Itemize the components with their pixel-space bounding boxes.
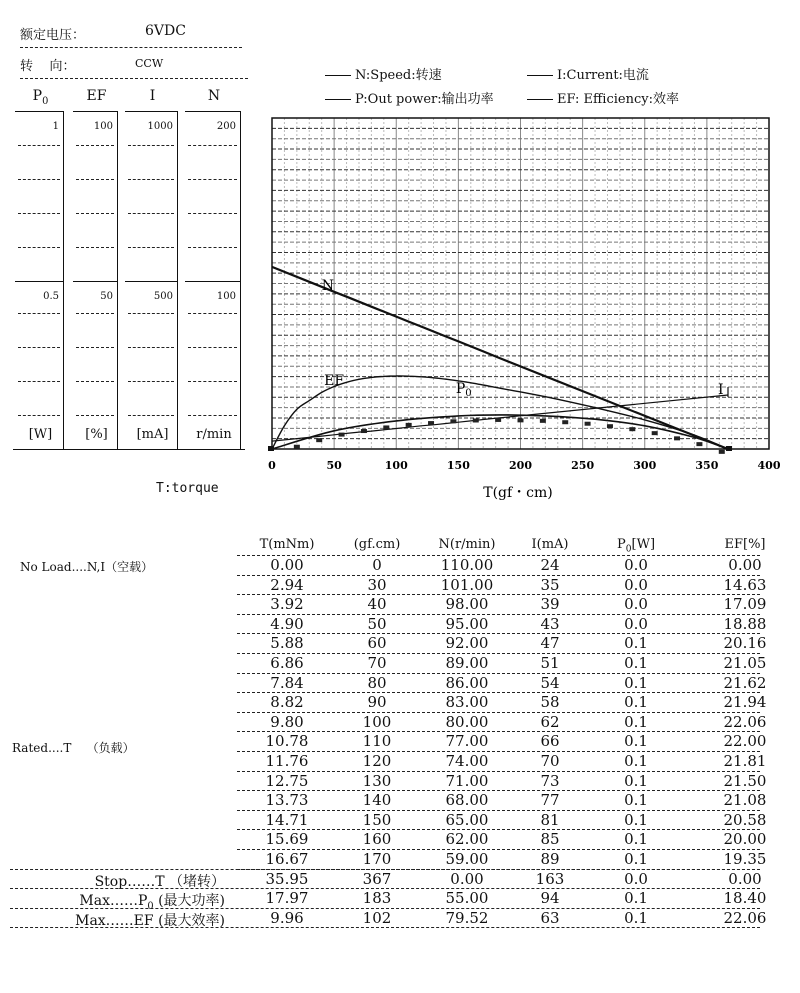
table-cell: 120 (362, 752, 392, 770)
p0-marker (495, 418, 501, 422)
origin-mark (268, 446, 274, 451)
table-cell: 110 (362, 732, 392, 751)
p0-marker (518, 418, 524, 422)
scale-unit-ef: [%] (85, 427, 108, 442)
p0-marker (585, 422, 591, 426)
p0-marker (719, 450, 725, 454)
table-cell: 0.1 (624, 850, 648, 868)
torque-caption: T:torque (156, 481, 219, 496)
table-cell: 51 (540, 654, 560, 672)
table-cell: 21.62 (723, 673, 767, 692)
table-cell: 0.1 (624, 810, 648, 829)
table-cell: 0.00 (728, 556, 762, 574)
table-cell: 86.00 (445, 673, 489, 692)
direction-label: 转 向： (20, 59, 76, 74)
summary-row-label: Max……EF (最大效率) (75, 912, 225, 929)
table-cell: 77.00 (445, 732, 489, 751)
table-cell: 140 (362, 791, 392, 810)
curve-label-p0: $P_0$ (455, 381, 472, 399)
table-cell: 62.00 (445, 830, 489, 849)
legend-speed-label: N:Speed:转速 (355, 68, 442, 83)
x-tick-label: 250 (571, 459, 595, 472)
table-cell: 39 (540, 595, 560, 614)
p0-marker (607, 424, 613, 428)
legend-current-label: I:Current:电流 (557, 68, 649, 83)
p0-marker (652, 431, 658, 435)
table-cell: 21.94 (723, 693, 767, 712)
table-cell: 95.00 (445, 614, 489, 633)
table-cell: 19.35 (723, 850, 767, 868)
table-cell: 89 (540, 850, 560, 868)
summary-cell: 22.06 (723, 908, 767, 927)
table-cell: 20.00 (723, 830, 767, 849)
table-cell: 54 (540, 673, 560, 692)
summary-top-rule (10, 869, 760, 870)
chart-curves (268, 267, 732, 454)
summary-row-rule (10, 927, 760, 928)
p0-marker (562, 420, 568, 424)
table-cell: 70 (540, 752, 560, 770)
table-cell: 77 (540, 791, 560, 810)
summary-cell: 0.00 (728, 869, 762, 888)
table-cell: 24 (540, 556, 560, 574)
table-cell: 0.0 (624, 595, 648, 614)
table-cell: 101.00 (440, 575, 494, 594)
scale-top-value: 200 (216, 121, 236, 132)
table-cell: 21.81 (723, 752, 767, 770)
summary-cell: 9.96 (270, 908, 304, 927)
scale-mid-value: 0.5 (43, 291, 59, 302)
x-tick-label: 400 (757, 459, 781, 472)
x-tick-labels (268, 459, 781, 472)
table-cell: 11.76 (265, 752, 309, 770)
curve-label-n: N (321, 278, 334, 294)
x-tick-label: 300 (633, 459, 657, 472)
table-cell: 6.86 (270, 654, 304, 672)
table-cell: 4.90 (270, 614, 304, 633)
table-cell: 0.1 (624, 830, 648, 849)
summary-cell: 35.95 (265, 869, 309, 888)
p0-marker (696, 442, 702, 446)
table-cell: 0.0 (624, 575, 648, 594)
table-cell: 71.00 (445, 771, 489, 790)
table-cell: 5.88 (270, 634, 304, 653)
summary-cell: 0.0 (624, 869, 648, 888)
scale-header-i: I (149, 88, 156, 104)
table-cell: 98.00 (445, 595, 489, 614)
table-cell: 12.75 (265, 771, 309, 790)
scale-header-n: N (207, 88, 221, 104)
table-cell: 100 (362, 712, 392, 731)
table-header-4: $P_0[W]$ (616, 537, 656, 555)
table-cell: 21.08 (723, 791, 767, 810)
table-cell: 130 (362, 771, 392, 790)
p0-marker (383, 425, 389, 429)
table-cell: 0.1 (624, 791, 648, 810)
table-cell: 62 (540, 712, 560, 731)
table-cell: 20.16 (723, 634, 767, 653)
table-cell: 50 (367, 614, 387, 633)
p0-marker (629, 427, 635, 431)
rated-label: Rated....T （负载） (12, 741, 135, 755)
table-cell: 0.1 (624, 654, 648, 672)
table-cell: 35 (540, 575, 560, 594)
scale-mid-value: 100 (216, 291, 236, 302)
summary-cell: 367 (362, 869, 392, 888)
table-cell: 110.00 (440, 556, 494, 574)
summary-row-label: Stop……T （堵转） (94, 873, 225, 890)
table-header-3: I(mA) (531, 537, 569, 552)
table-cell: 58 (540, 693, 560, 712)
summary-cell: 183 (362, 889, 392, 908)
x-tick-label: 0 (268, 459, 276, 472)
table-cell: 21.50 (723, 771, 767, 790)
scale-header-p0: $P_0$ (32, 88, 49, 107)
table-cell: 20.58 (723, 810, 767, 829)
summary-cell: 0.00 (450, 869, 484, 888)
table-cell: 22.06 (723, 712, 767, 731)
table-cell: 9.80 (270, 712, 304, 731)
table-cell: 16.67 (265, 850, 309, 868)
table-cell: 92.00 (445, 634, 489, 653)
summary-cell: 94 (540, 889, 560, 908)
table-cell: 14.63 (723, 575, 767, 594)
x-tick-label: 100 (384, 459, 408, 472)
p0-marker (316, 438, 322, 442)
table-cell: 90 (367, 693, 387, 712)
table-cell: 0 (372, 556, 382, 574)
scale-unit-n: r/min (196, 427, 232, 442)
table-cell: 30 (367, 575, 387, 594)
scale-top-value: 1000 (147, 121, 173, 132)
summary-row-label: $Max\dots\dots P_0$ (最大功率) (79, 893, 225, 912)
table-cell: 0.1 (624, 673, 648, 692)
table-cell: 0.0 (624, 614, 648, 633)
table-cell: 43 (540, 614, 560, 633)
table-cell: 89.00 (445, 654, 489, 672)
table-header-0: T(mNm) (259, 537, 315, 552)
chart-grid (272, 118, 769, 449)
table-cell: 66 (540, 732, 560, 751)
legend-power-label: P:Out power:输出功率 (355, 92, 494, 107)
direction-value: CCW (135, 57, 164, 70)
p0-marker (473, 418, 479, 422)
table-cell: 0.00 (270, 556, 304, 574)
table-cell: 0.1 (624, 712, 648, 731)
summary-cell: 55.00 (445, 889, 489, 908)
scale-unit-i: [mA] (136, 427, 169, 442)
table-cell: 0.1 (624, 771, 648, 790)
p0-marker (294, 445, 300, 449)
p0-marker (428, 421, 434, 425)
table-cell: 74.00 (445, 752, 489, 770)
table-cell: 13.73 (265, 791, 309, 810)
table-cell: 73 (540, 771, 560, 790)
table-cell: 0.0 (624, 556, 648, 574)
table-cell: 0.1 (624, 634, 648, 653)
summary-cell: 0.1 (624, 889, 648, 908)
summary-cell: 18.40 (723, 889, 767, 908)
x-tick-label: 200 (509, 459, 532, 472)
scale-top-value: 100 (93, 121, 113, 132)
table-cell: 8.82 (270, 693, 304, 712)
table-cell: 3.92 (270, 595, 304, 614)
summary-cell: 63 (540, 908, 560, 927)
table-cell: 15.69 (265, 830, 309, 849)
table-cell: 10.78 (265, 732, 309, 751)
table-cell: 2.94 (270, 575, 304, 594)
table-cell: 47 (540, 634, 560, 653)
table-cell: 14.71 (265, 810, 309, 829)
legend-efficiency-label: EF: Efficiency:效率 (557, 92, 679, 107)
p0-marker (339, 433, 345, 437)
rated-voltage-label: 额定电压： (20, 28, 86, 43)
table-cell: 40 (367, 595, 387, 614)
scale-top-value: 1 (52, 121, 59, 132)
summary-cell: 102 (362, 908, 392, 927)
p0-marker (674, 436, 680, 440)
summary-cell: 79.52 (445, 908, 489, 927)
p0-marker (361, 429, 367, 433)
table-cell: 17.09 (723, 595, 767, 614)
table-header-1: (gf.cm) (353, 537, 401, 552)
table-cell: 18.88 (723, 614, 767, 633)
rated-voltage-value: 6VDC (145, 23, 186, 39)
p0-marker (450, 419, 456, 423)
x-axis-label: T(gf・cm) (483, 485, 553, 501)
summary-cell: 17.97 (265, 889, 309, 908)
table-cell: 59.00 (445, 850, 489, 868)
p0-marker (540, 419, 546, 423)
scale-mid-value: 50 (100, 291, 113, 302)
table-cell: 0.1 (624, 693, 648, 712)
summary-cell: 163 (535, 869, 565, 888)
table-cell: 68.00 (445, 791, 489, 810)
table-cell: 85 (540, 830, 560, 849)
stall-mark (726, 446, 732, 451)
table-header-5: EF[%] (724, 537, 766, 552)
table-cell: 0.1 (624, 752, 648, 770)
x-tick-label: 50 (326, 459, 342, 472)
table-cell: 65.00 (445, 810, 489, 829)
table-cell: 80.00 (445, 712, 489, 731)
table-cell: 150 (362, 810, 392, 829)
table-cell: 170 (362, 850, 392, 868)
scale-unit-p0: [W] (28, 427, 53, 442)
table-cell: 0.1 (624, 732, 648, 751)
x-tick-label: 350 (695, 459, 719, 472)
table-header-2: N(r/min) (438, 537, 496, 552)
table-cell: 80 (367, 673, 387, 692)
scale-mid-value: 500 (153, 291, 173, 302)
table-cell: 160 (362, 830, 392, 849)
table-cell: 22.00 (723, 732, 767, 751)
table-cell: 70 (367, 654, 387, 672)
summary-cell: 0.1 (624, 908, 648, 927)
table-cell: 7.84 (270, 673, 304, 692)
curve-label-i: I (718, 382, 724, 398)
table-cell: 60 (367, 634, 387, 653)
x-tick-label: 150 (446, 459, 470, 472)
table-cell: 81 (540, 810, 560, 829)
scale-header-ef: EF (86, 88, 107, 104)
table-cell: 21.05 (723, 654, 767, 672)
no-load-label: No Load....N,I（空载） (20, 560, 154, 574)
curve-label-ef: EF (324, 373, 345, 389)
p0-marker (406, 423, 412, 427)
table-cell: 83.00 (445, 693, 489, 712)
curve-labels (322, 278, 724, 399)
